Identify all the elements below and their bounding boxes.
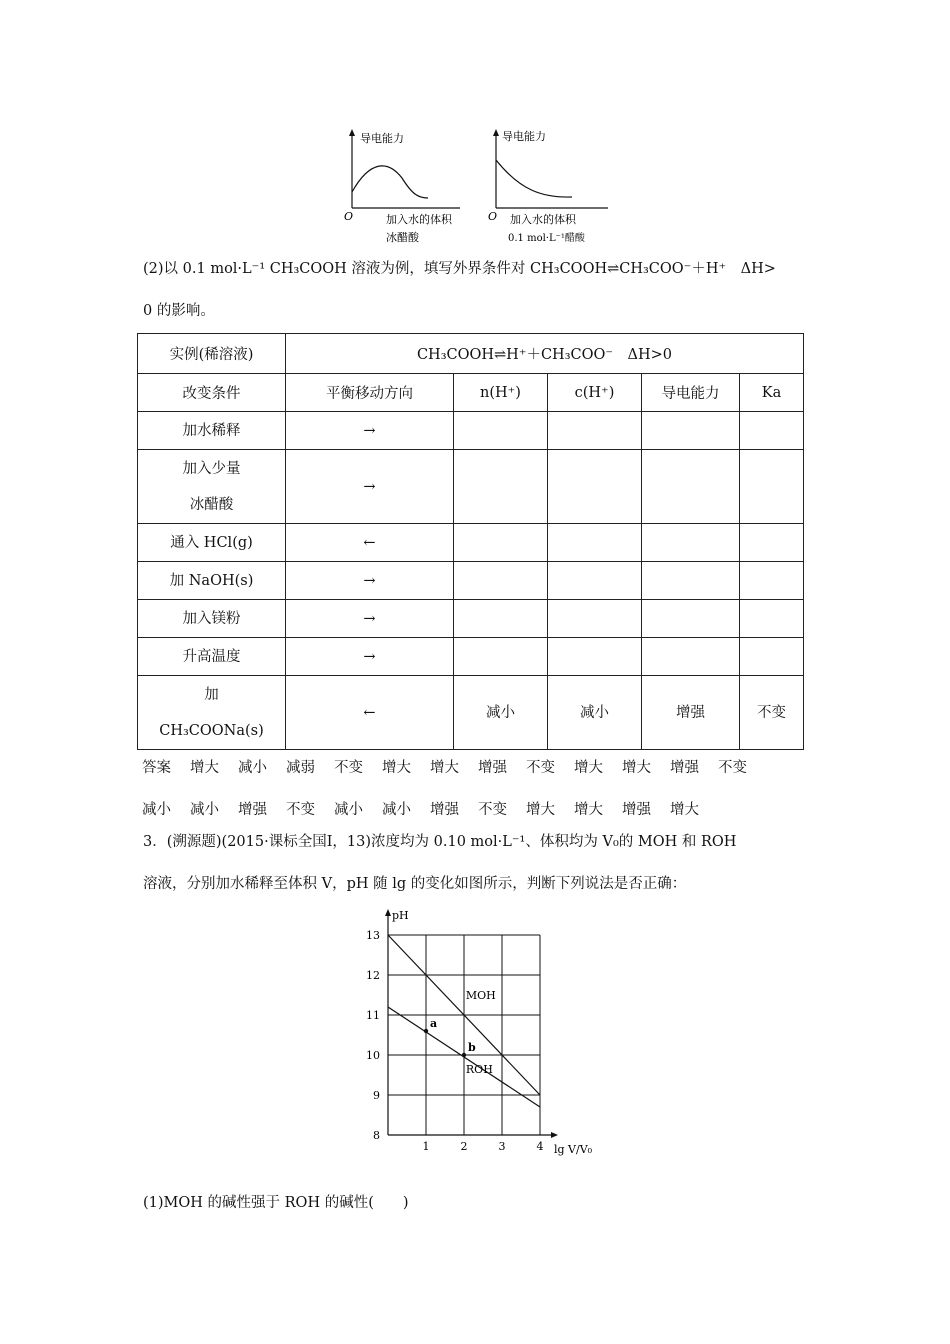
n-cell: [454, 450, 548, 524]
y-tick-label: 10: [366, 1049, 380, 1062]
direction-cell: →: [286, 450, 454, 524]
ka-cell: [740, 600, 804, 638]
y-tick-label: 13: [366, 929, 380, 942]
answer-word: 答案: [142, 760, 171, 776]
answer-word: 增大: [574, 760, 603, 776]
answer-word: 增大: [382, 760, 411, 776]
direction-cell: ←: [286, 676, 454, 750]
column-header: 平衡移动方向: [286, 374, 454, 412]
y-axis-label: pH: [392, 909, 409, 922]
left-caption: 冰醋酸: [386, 231, 419, 244]
answer-word: 不变: [718, 760, 747, 776]
ph-dilution-chart: [340, 905, 600, 1175]
conductivity-cell: [642, 412, 740, 450]
conductivity-cell: [642, 524, 740, 562]
column-header: c(H⁺): [548, 374, 642, 412]
answer-word: 减小: [142, 802, 171, 818]
x-tick-label: 3: [498, 1140, 506, 1153]
c-cell: [548, 600, 642, 638]
condition-cell: 通入 HCl(g): [138, 524, 286, 562]
x-axis-arrow: [551, 1132, 558, 1138]
table-row: [138, 524, 804, 562]
q3-line2: 溶液，分别加水稀释至体积 V，pH 随 lg 的变化如图所示，判断下列说法是否正确：: [143, 876, 687, 892]
column-header: 导电能力: [642, 374, 740, 412]
c-cell: 减小: [548, 676, 642, 750]
left-ylabel: 导电能力: [360, 132, 404, 145]
header-label: 实例(稀溶液): [138, 334, 286, 374]
q3-line1: 3．(溯源题)(2015·课标全国Ⅰ，13)浓度均为 0.10 mol·L⁻¹、体积均为 V₀的 MOH 和 ROH: [143, 834, 737, 850]
answer-word: 增大: [574, 802, 603, 818]
q2-line1: (2)以 0.1 mol·L⁻¹ CH₃COOH 溶液为例，填写外界条件对 CH₃COOH⇌CH₃COO⁻＋H⁺ ΔH>: [143, 261, 776, 277]
answer-word: 增大: [670, 802, 699, 818]
q3-sub1: (1)MOH 的碱性强于 ROH 的碱性( ): [143, 1195, 409, 1211]
n-cell: [454, 412, 548, 450]
answer-word: 减小: [190, 802, 219, 818]
table-row: [138, 638, 804, 676]
ka-cell: [740, 450, 804, 524]
y-tick-label: 9: [373, 1089, 380, 1102]
answer-word: 增大: [526, 802, 555, 818]
left-origin: O: [344, 210, 354, 223]
answer-word: 增大: [430, 760, 459, 776]
left-xlabel: 加入水的体积: [386, 213, 452, 226]
table-row: [138, 412, 804, 450]
point-label-a: a: [430, 1017, 438, 1030]
right-xlabel: 加入水的体积: [510, 213, 576, 226]
direction-cell: →: [286, 600, 454, 638]
column-header: n(H⁺): [454, 374, 548, 412]
c-cell: [548, 638, 642, 676]
column-header: Ka: [740, 374, 804, 412]
ka-cell: [740, 524, 804, 562]
conditions-table: [137, 333, 804, 750]
answer-line-1: [142, 756, 766, 777]
conductivity-cell: 增强: [642, 676, 740, 750]
answer-word: 不变: [286, 802, 315, 818]
answer-word: 减小: [238, 760, 267, 776]
conductivity-cell: [642, 600, 740, 638]
table-row: [138, 562, 804, 600]
answer-word: 减小: [334, 802, 363, 818]
right-origin: O: [488, 210, 498, 223]
y-tick-label: 12: [366, 969, 380, 982]
left-figure: [344, 129, 460, 244]
condition-cell: 加 CH₃COONa(s): [138, 676, 286, 750]
n-cell: [454, 562, 548, 600]
y-axis-arrow: [385, 909, 391, 916]
answer-word: 不变: [478, 802, 507, 818]
table-row: [138, 676, 804, 750]
c-cell: [548, 562, 642, 600]
series-label-moh: MOH: [465, 989, 496, 1002]
y-tick-label: 11: [366, 1009, 380, 1022]
x-tick-label: 4: [536, 1140, 544, 1153]
y-tick-label: 8: [373, 1129, 380, 1142]
answer-word: 减小: [382, 802, 411, 818]
q2-line2: 0 的影响。: [143, 303, 215, 319]
table-row: [138, 450, 804, 524]
n-cell: [454, 638, 548, 676]
header-equation: CH₃COOH⇌H⁺＋CH₃COO⁻ ΔH>0: [286, 334, 804, 374]
ka-cell: [740, 638, 804, 676]
answer-word: 不变: [526, 760, 555, 776]
direction-cell: →: [286, 412, 454, 450]
right-figure: [488, 129, 608, 244]
answer-word: 增大: [190, 760, 219, 776]
direction-cell: →: [286, 638, 454, 676]
conductivity-cell: [642, 638, 740, 676]
condition-cell: 加入少量 冰醋酸: [138, 450, 286, 524]
x-tick-label: 2: [460, 1140, 468, 1153]
direction-cell: →: [286, 562, 454, 600]
c-cell: [548, 524, 642, 562]
condition-cell: 加 NaOH(s): [138, 562, 286, 600]
answer-word: 增强: [430, 802, 459, 818]
condition-cell: 加水稀释: [138, 412, 286, 450]
column-header: 改变条件: [138, 374, 286, 412]
c-cell: [548, 412, 642, 450]
ka-cell: 不变: [740, 676, 804, 750]
c-cell: [548, 450, 642, 524]
right-caption: 0.1 mol·L⁻¹醋酸: [508, 233, 585, 244]
point-label-b: b: [468, 1041, 476, 1054]
point-b: [462, 1053, 466, 1057]
series-label-roh: ROH: [465, 1063, 493, 1076]
n-cell: 减小: [454, 676, 548, 750]
n-cell: [454, 524, 548, 562]
table-row: [138, 600, 804, 638]
n-cell: [454, 600, 548, 638]
answer-word: 增大: [622, 760, 651, 776]
answer-word: 增强: [622, 802, 651, 818]
ka-cell: [740, 562, 804, 600]
x-tick-label: 1: [422, 1140, 430, 1153]
answer-word: 增强: [478, 760, 507, 776]
right-ylabel: 导电能力: [502, 130, 546, 143]
condition-cell: 升高温度: [138, 638, 286, 676]
answer-line-2: [142, 798, 718, 819]
conductivity-cell: [642, 450, 740, 524]
answer-word: 不变: [334, 760, 363, 776]
conductivity-cell: [642, 562, 740, 600]
x-axis-label: lg V/V₀: [554, 1143, 593, 1156]
top-figures: [330, 120, 630, 250]
condition-cell: 加入镁粉: [138, 600, 286, 638]
answer-word: 减弱: [286, 760, 315, 776]
point-a: [424, 1029, 428, 1033]
answer-word: 增强: [670, 760, 699, 776]
ka-cell: [740, 412, 804, 450]
answer-word: 增强: [238, 802, 267, 818]
direction-cell: ←: [286, 524, 454, 562]
